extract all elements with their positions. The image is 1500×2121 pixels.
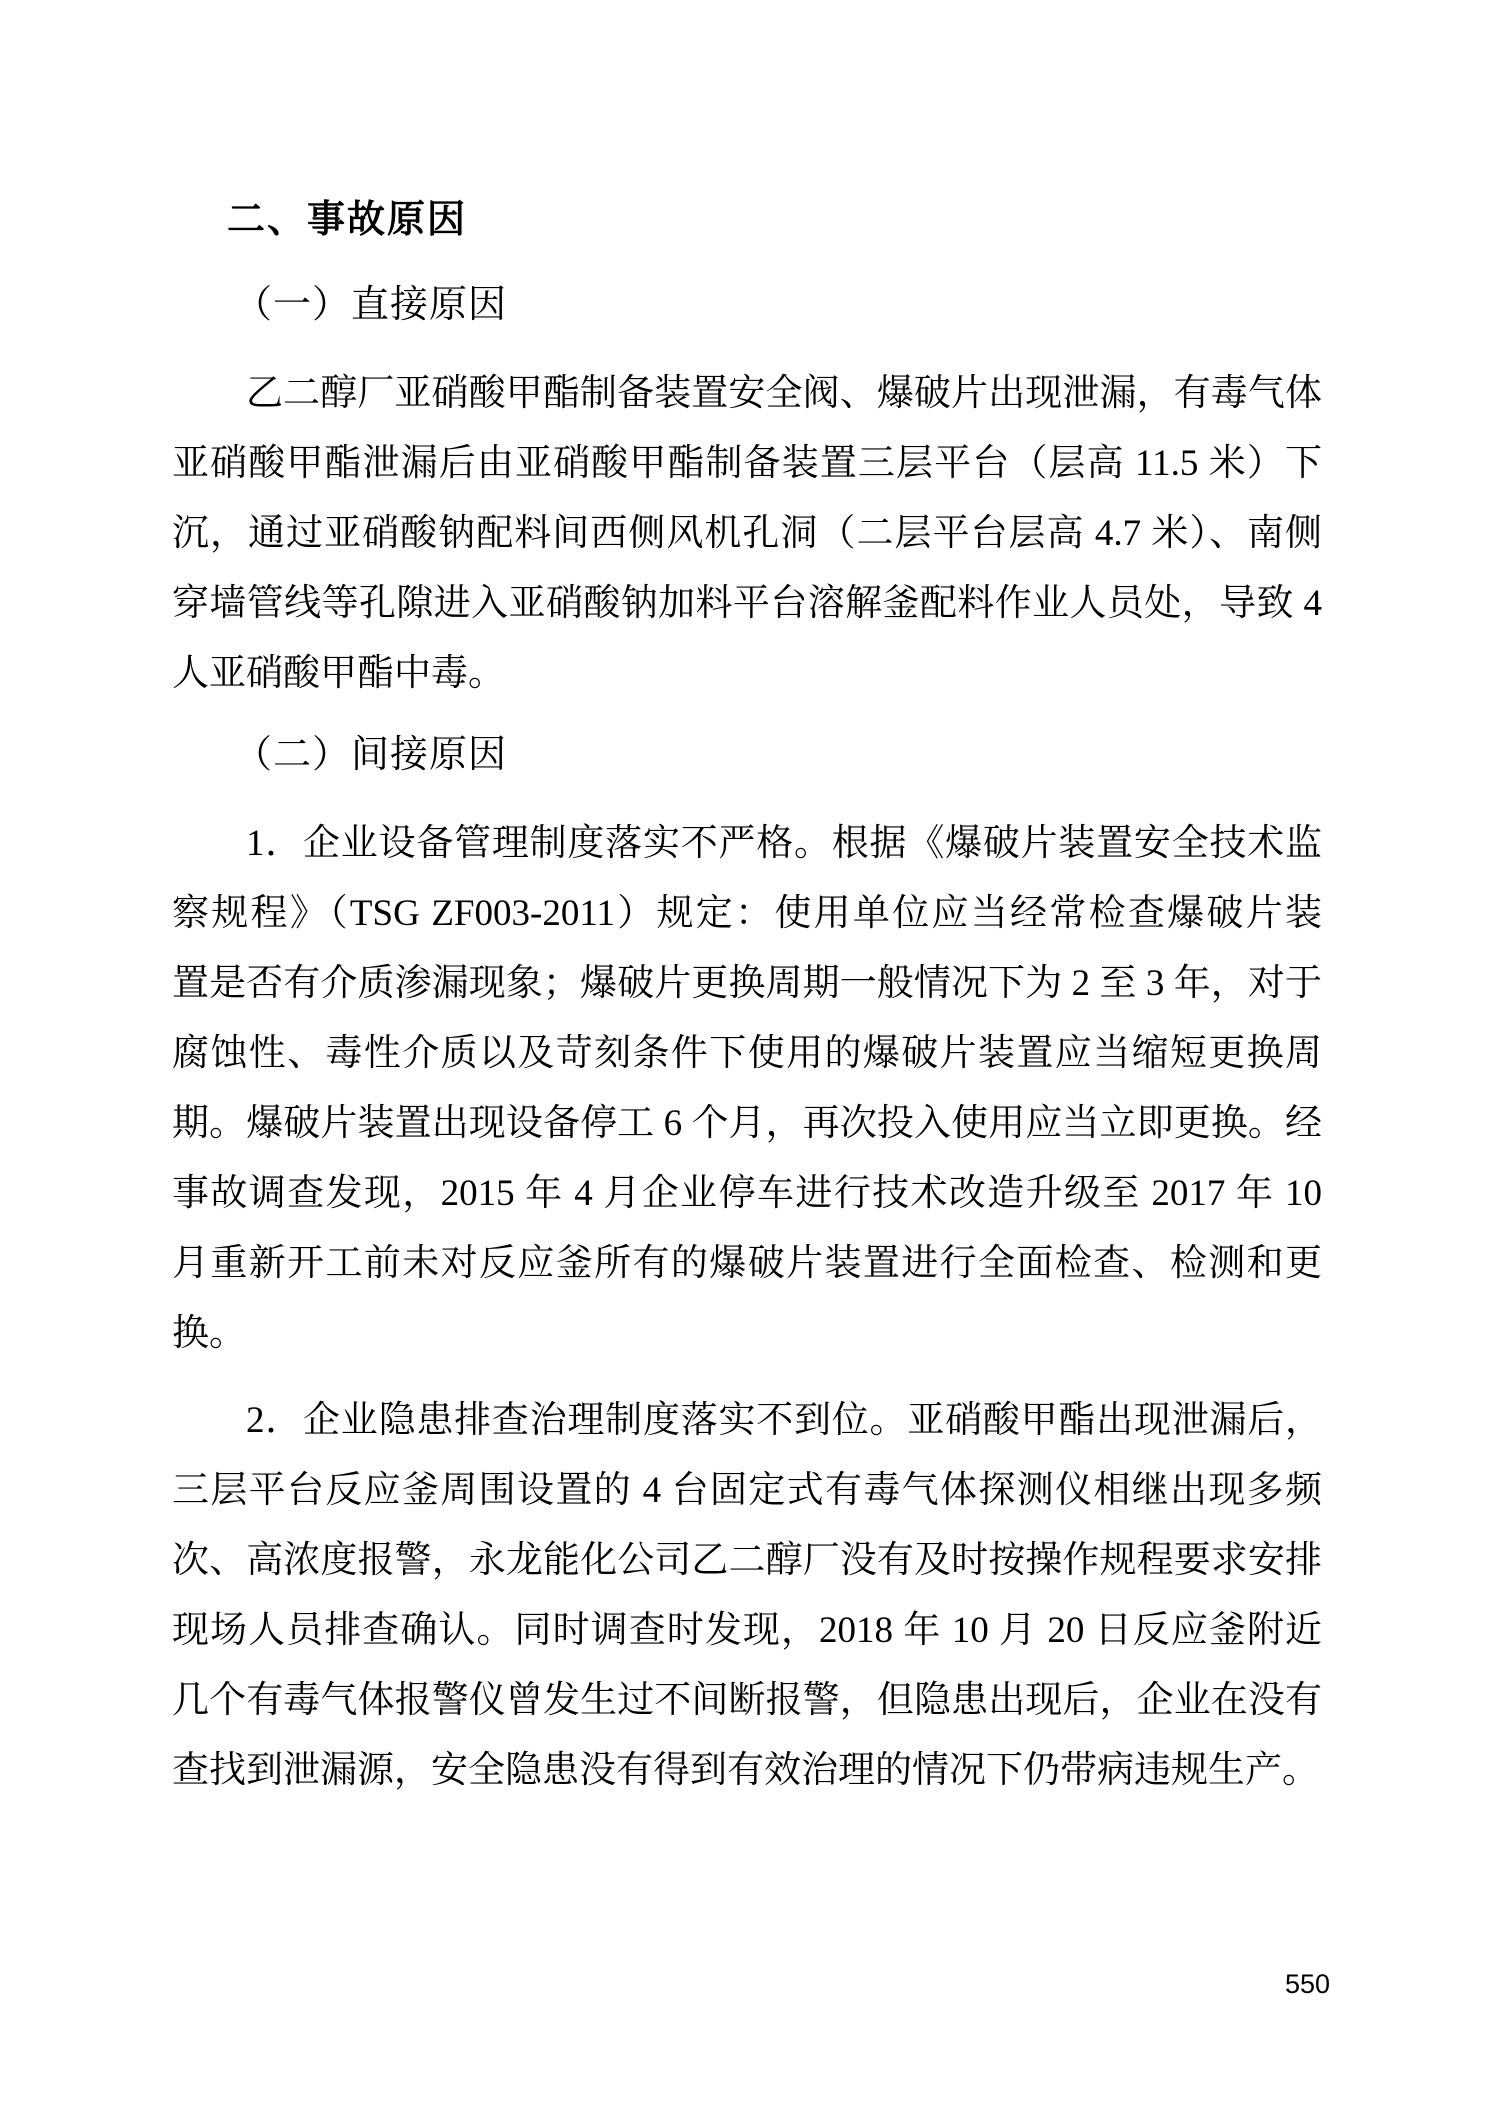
text-line: 腐蚀性、毒性介质以及苛刻条件下使用的爆破片装置应当缩短更换周	[172, 1033, 1322, 1074]
text-line: 1．企业设备管理制度落实不严格。根据《爆破片装置安全技术监	[246, 823, 1322, 864]
subsection-heading-indirect-cause: （二）间接原因	[234, 734, 508, 776]
document-body	[172, 0, 1322, 1806]
text-line: 沉，通过亚硝酸钠配料间西侧风机孔洞（二层平台层高 4.7 米）、南侧	[172, 513, 1322, 554]
subsection-heading-direct-cause: （一）直接原因	[234, 284, 508, 326]
text-line: 期。爆破片装置出现设备停工 6 个月，再次投入使用应当立即更换。经	[172, 1103, 1322, 1144]
paragraph-indirect-cause-1	[172, 809, 1322, 1369]
paragraph-direct-cause	[172, 359, 1322, 709]
text-line: 查找到泄漏源，安全隐患没有得到有效治理的情况下仍带病违规生产。	[172, 1750, 1319, 1791]
text-line: 事故调查发现，2015 年 4 月企业停车进行技术改造升级至 2017 年 10	[172, 1173, 1322, 1214]
text-line: 现场人员排查确认。同时调查时发现，2018 年 10 月 20 日反应釜附近	[172, 1610, 1322, 1651]
text-line: 置是否有介质渗漏现象；爆破片更换周期一般情况下为 2 至 3 年，对于	[172, 963, 1322, 1004]
page-number: 550	[1284, 1969, 1330, 1999]
text-line: 2．企业隐患排查治理制度落实不到位。亚硝酸甲酯出现泄漏后，	[246, 1400, 1322, 1441]
text-line: 亚硝酸甲酯泄漏后由亚硝酸甲酯制备装置三层平台（层高 11.5 米）下	[172, 443, 1322, 484]
text-line: 换。	[172, 1313, 246, 1354]
text-line: 三层平台反应釜周围设置的 4 台固定式有毒气体探测仪相继出现多频	[172, 1470, 1322, 1511]
paragraph-indirect-cause-2	[172, 1386, 1322, 1806]
text-line: 次、高浓度报警，永龙能化公司乙二醇厂没有及时按操作规程要求安排	[172, 1540, 1322, 1581]
text-line: 乙二醇厂亚硝酸甲酯制备装置安全阀、爆破片出现泄漏，有毒气体	[246, 373, 1322, 414]
text-line: 月重新开工前未对反应釜所有的爆破片装置进行全面检查、检测和更	[172, 1243, 1322, 1284]
text-line: 人亚硝酸甲酯中毒。	[172, 653, 505, 694]
text-line: 穿墙管线等孔隙进入亚硝酸钠加料平台溶解釜配料作业人员处，导致 4	[172, 583, 1322, 624]
text-line: 几个有毒气体报警仪曾发生过不间断报警，但隐患出现后，企业在没有	[172, 1680, 1322, 1721]
text-line: 察规程》（TSG ZF003-2011）规定：使用单位应当经常检查爆破片装	[172, 893, 1322, 934]
section-heading: 二、事故原因	[227, 199, 468, 241]
